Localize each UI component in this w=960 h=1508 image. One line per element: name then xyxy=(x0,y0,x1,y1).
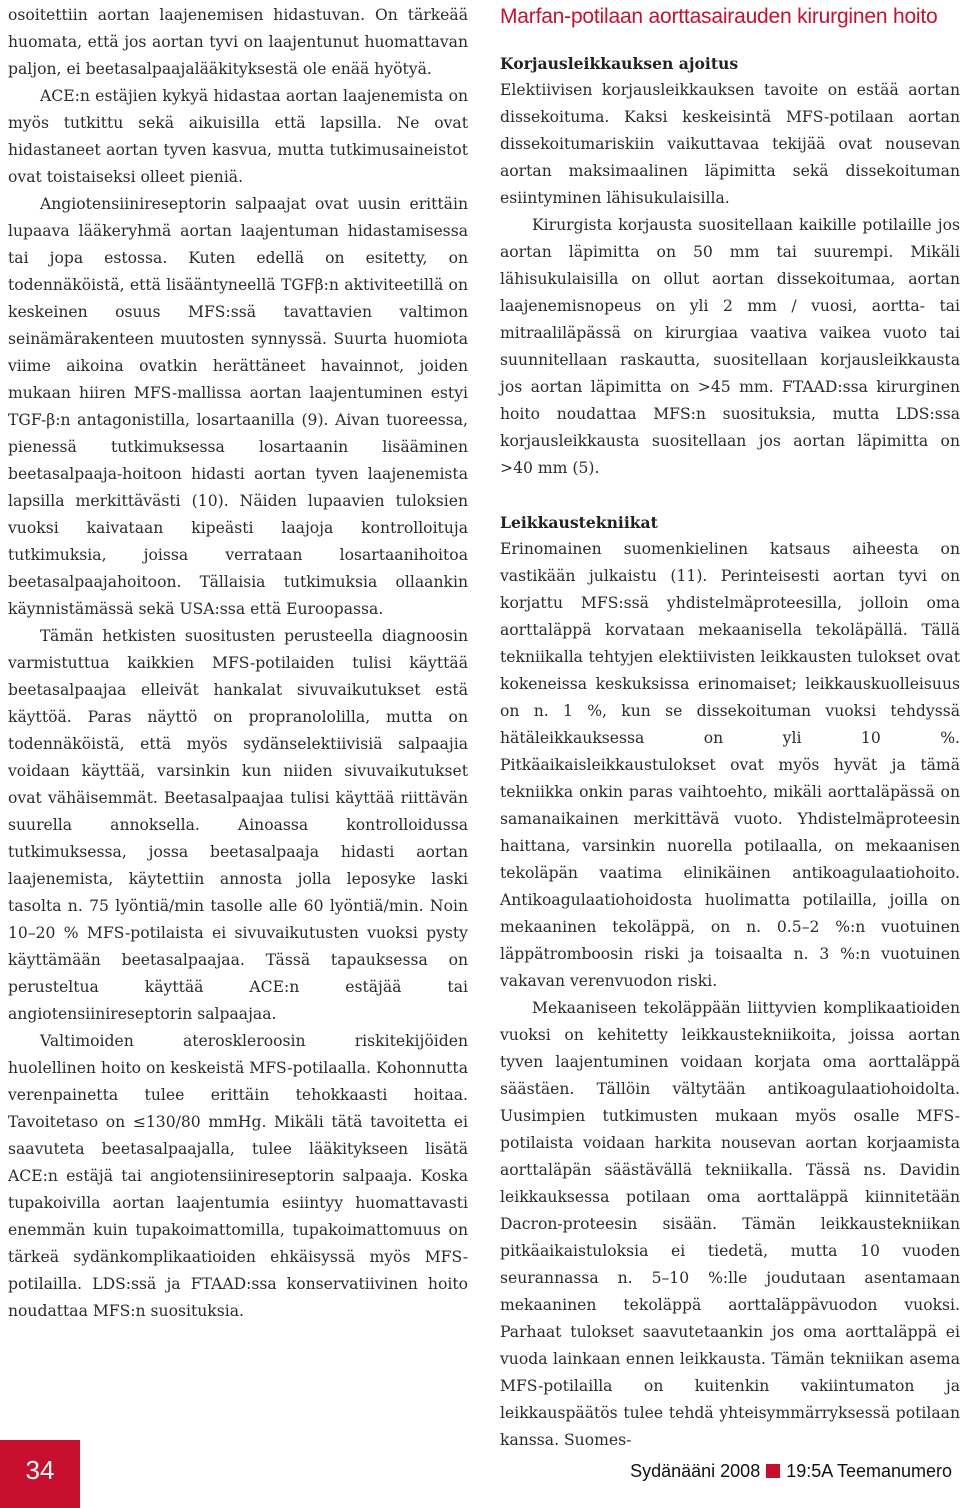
subsection-heading: Korjausleikkauksen ajoitus xyxy=(500,54,739,73)
paragraph: Angiotensiinireseptorin salpaajat ovat uusin erittäin lupaava lääkeryhmä aortan laajentuman hidastamisessa tai jopa estossa. Kuten edellä on esitetty, on todennäköistä, että lisääntyneellä TGFβ:n aktiviteetillä on keskeinen osuus MFS:ssä tavattavien valtimon seinämärakenteen muutosten synnyssä. Suurta huomiota viime aikoina ovatkin herättäneet havainnot, joiden mukaan hiiren MFS-mallissa aortan laajentuminen estyi TGF-β:n antagonistilla, losartaanilla (9). Aivan tuoreessa, pienessä tutkimuksessa losartaanin lisääminen beetasalpaaja-hoitoon hidasti aortan tyven laajenemista lapsilla merkittävästi (10). Näiden lupaavien tuloksien vuoksi kaivataan kipeästi laajoja kontrolloituja tutkimuksia, joissa verrataan losartaanihoitoa beetasalpaajahoitoon. Tällaisia tutkimuksia ollaankin käynnistämässä sekä USA:ssa että Euroopassa. xyxy=(8,195,468,618)
paragraph: Erinomainen suomenkielinen katsaus aiheesta on vastikään julkaistu (11). Perinteisesti aortan tyvi on korjattu MFS:ssä yhdistelmäproteesilla, jolloin oma aorttaläppä korvataan mekaanisella tekoläpällä. Tällä tekniikalla tehtyjen elektiivisten leikkausten tulokset ovat kokeneissa keskuksissa erinomaiset; leikkauskuolleisuus on n. 1 %, kun se dissekoituman vuoksi tehdyssä hätäleikkauksessa on yli 10 %. Pitkäaikaisleikkaustulokset ovat myös hyvät ja tämä tekniikka onkin paras vaihtoehto, mikäli aorttaläpässä on samanaikainen merkittävä vuoto. Yhdistelmäproteesin haittana, varsinkin nuorella potilaalla, on mekaanisen tekoläpän vaatima elinikäinen antikoagulaatiohoito. Antikoagulaatiohoidosta huolimatta potilailla, joilla on mekaaninen tekoläppä, on n. 0.5–2 %:n vuotuinen läppätromboosin riski ja toisaalta n. 3 %:n vuotuinen vakavan verenvuodon riski. xyxy=(500,540,960,990)
square-icon xyxy=(766,1464,780,1478)
paragraph: Tämän hetkisten suositusten perusteella diagnoosin varmistuttua kaikkien MFS-potilaiden tulisi käyttää beetasalpaajaa elleivät hankalat sivuvaikutukset estä käyttöä. Paras näyttö on propranololilla, mutta on todennäköistä, että myös sydänselektiivisiä salpaajia voidaan käyttää, varsinkin kun niiden sivuvaikutukset ovat vähäisemmät. Beetasalpaajaa tulisi käyttää riittävän suurella annoksella. Ainoassa kontrolloidussa tutkimuksessa, jossa beetasalpaaja hidasti aortan laajenemista, käytettiin annosta jolla leposyke laski tasolta n. 75 lyöntiä/min tasolle alle 60 lyöntiä/min. Noin 10–20 % MFS-potilaista ei sivuvaikutusten vuoksi pysty käyttämään beetasalpaajaa. Tässä tapauksessa on perusteltua käyttää ACE:n estäjää tai angiotensiinireseptorin salpaajaa. xyxy=(8,627,468,1023)
paragraph: Mekaaniseen tekoläppään liittyvien komplikaatioiden vuoksi on kehitetty leikkaustekniikoita, joissa aortan tyven laajentuminen voidaan korjata oma aorttaläppä säästäen. Tällöin vältytään antikoagulaatiohoidolta. Uusimpien tutkimusten mukaan myös osalle MFS-potilaista voidaan harkita nousevan aortan korjaamista aorttaläpän säästävällä tekniikalla. Tässä ns. Davidin leikkauksessa potilaan oma aorttaläppä kiinnitetään Dacron-proteesin sisään. Tämän leikkaustekniikan pitkäaikaistuloksia ei tiedetä, mutta 10 vuoden seurannassa n. 5–10 %:lle joudutaan asentamaan mekaaninen tekoläppä aorttaläppävuodon vuoksi. Parhaat tulokset saavutetaankin jos oma aorttaläppä ei vuoda lainkaan ennen leikkausta. Tämän tekniikan asema MFS-potilailla on kuitenkin vakiintumaton ja leikkauspäätös tulee tehdä yhteisymmärryksessä potilaan kanssa. Suomes- xyxy=(500,999,960,1449)
journal-issue: 19:5A Teemanumero xyxy=(786,1461,952,1481)
spacer xyxy=(500,482,960,509)
paragraph: Elektiivisen korjausleikkauksen tavoite on estää aortan dissekoituma. Kaksi keskeisintä MFS-potilaan aortan dissekoitumariskiin vaikuttavaa tekijää ovat nousevan aortan maksimaalinen läpimitta sekä dissekoituman esiintyminen lähisukulaisilla. xyxy=(500,81,960,207)
paragraph: Kirurgista korjausta suositellaan kaikille potilaille jos aortan läpimitta on 50 mm tai suurempi. Mikäli lähisukulaisilla on ollut aortan dissekoitumaa, aortan laajenemisnopeus on yli 2 mm / vuosi, aortta- tai mitraaliläpässä on kirurgiaa vaativa vaikea vuoto tai suunnitellaan raskautta, suositellaan korjausleikkausta jos aortan läpimitta on >45 mm. FTAAD:ssa kirurginen hoito noudattaa MFS:n suosituksia, mutta LDS:ssa korjausleikkausta suositellaan jos aortan läpimitta on >40 mm (5). xyxy=(500,216,960,477)
journal-footer xyxy=(630,1458,952,1484)
subsection-heading: Leikkaustekniikat xyxy=(500,513,658,532)
paragraph: ACE:n estäjien kykyä hidastaa aortan laajenemista on myös tutkittu sekä aikuisilla että lapsilla. Ne ovat hidastaneet aortan tyven kasvua, mutta tutkimusaineistot ovat toistaiseksi olleet pieniä. xyxy=(8,87,468,186)
paragraph: osoitettiin aortan laajenemisen hidastuvan. On tärkeää huomata, että jos aortan tyvi on laajentunut huomattavan paljon, ei beetasalpaajalääkityksestä ole enää hyötyä. xyxy=(8,6,468,78)
section-title: Marfan-potilaan aorttasairauden kirurginen hoito xyxy=(500,5,938,28)
right-column xyxy=(500,2,960,1454)
paragraph: Valtimoiden ateroskleroosin riskitekijöiden huolellinen hoito on keskeistä MFS-potilaalla. Kohonnutta verenpainetta tulee erittäin tehokkaasti hoitaa. Tavoitetaso on ≤130/80 mmHg. Mikäli tätä tavoitetta ei saavuteta beetasalpaajalla, tulee lääkitykseen lisätä ACE:n estäjä tai angiotensiinireseptorin salpaaja. Koska tupakoivilla aortan laajentumia esiintyy huomattavasti enemmän kuin tupakoimattomilla, tupakoimattomuus on tärkeä sydänkomplikaatioiden ehkäisyssä myös MFS-potilailla. LDS:ssä ja FTAAD:ssa konservatiivinen hoito noudattaa MFS:n suosituksia. xyxy=(8,1032,468,1320)
left-column xyxy=(8,2,468,1325)
journal-name: Sydänääni 2008 xyxy=(630,1461,761,1481)
page-number: 34 xyxy=(25,1455,55,1485)
